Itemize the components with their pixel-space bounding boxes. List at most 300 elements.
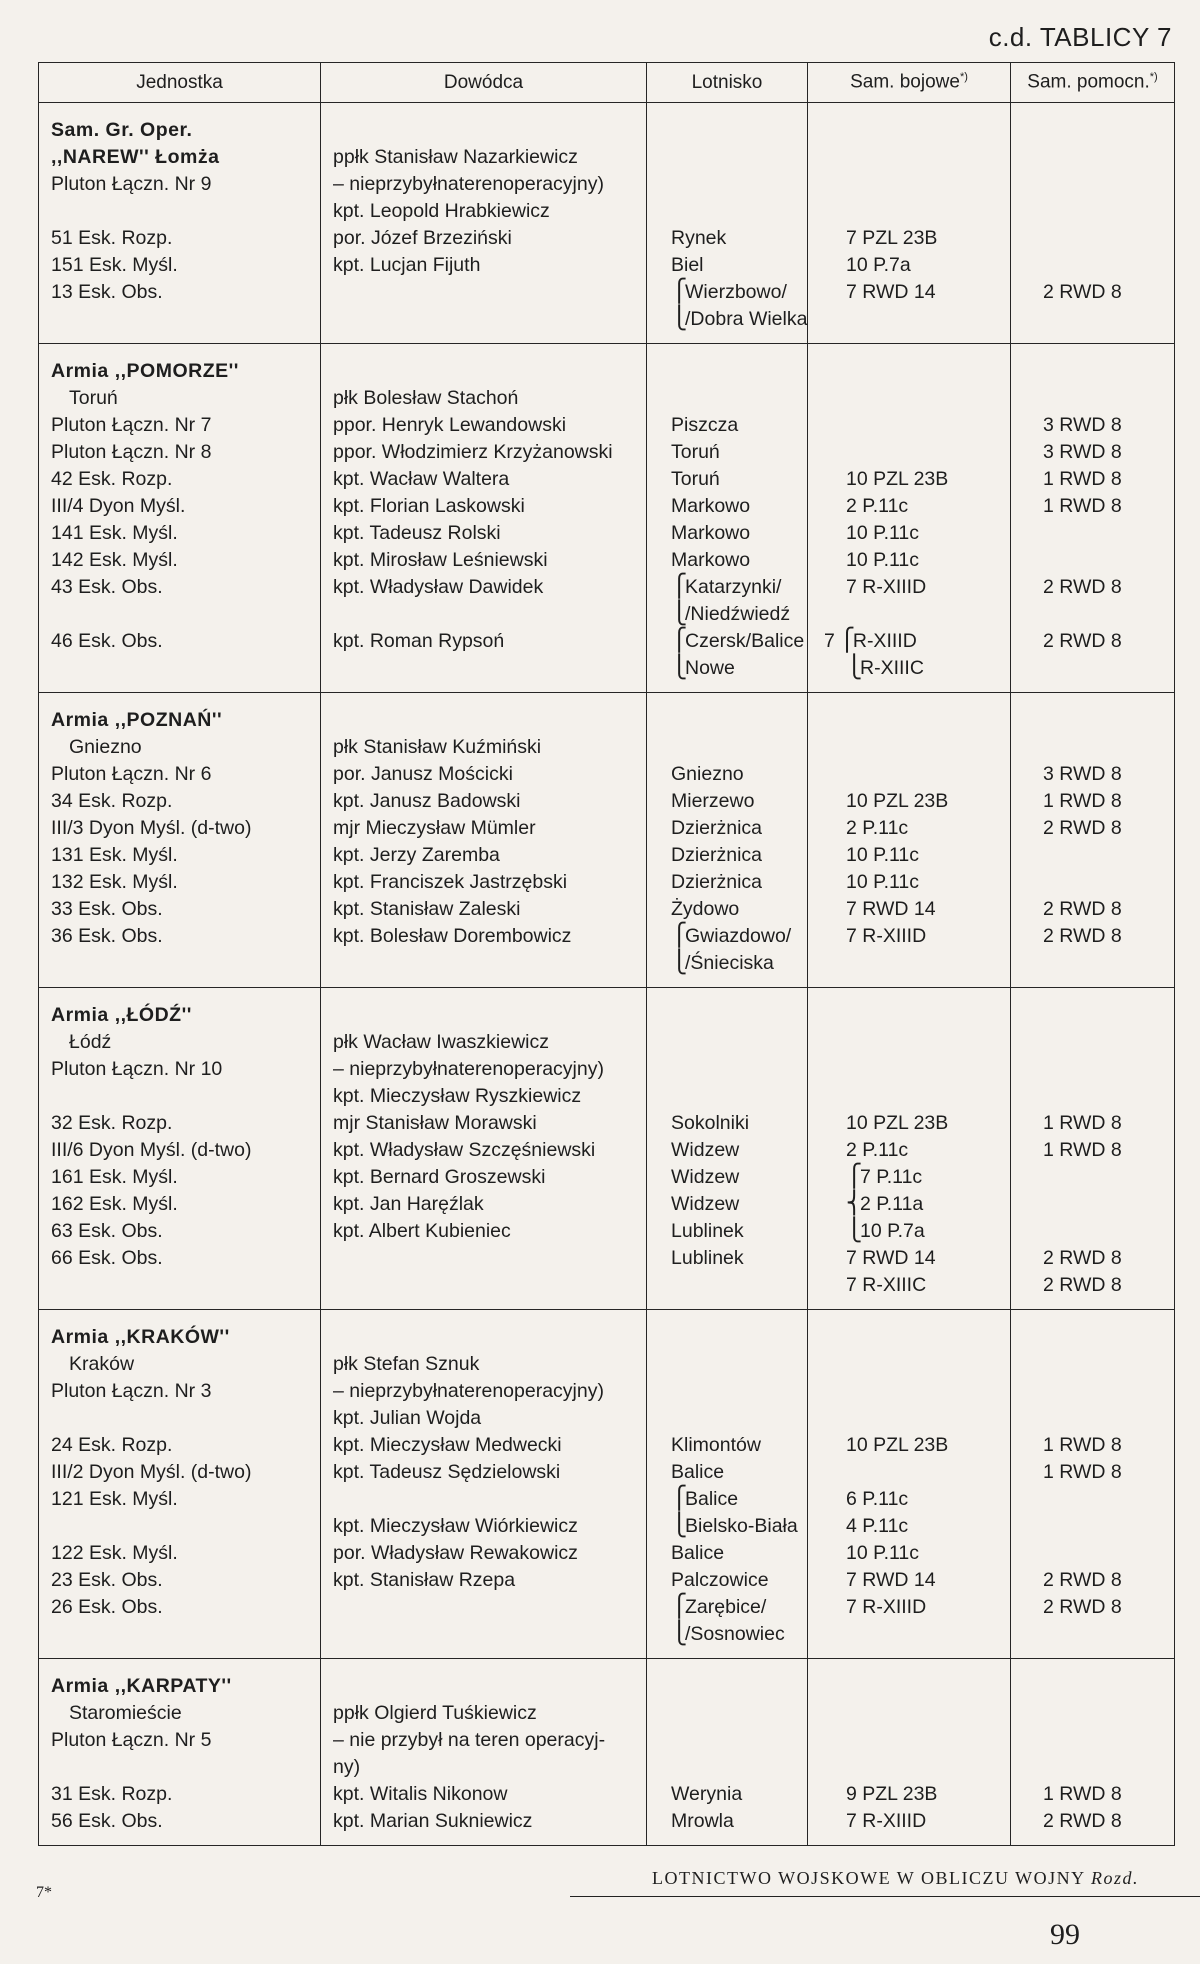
support-line: [1043, 1056, 1168, 1083]
airfield-cell: [647, 344, 808, 693]
airfield-line: [671, 1218, 801, 1245]
airfield-cell: [647, 693, 808, 988]
unit-line: [51, 493, 314, 520]
unit-line: [51, 1272, 314, 1299]
combat-text: 7 R-XIIIC: [846, 1274, 927, 1296]
commander-line: [333, 896, 640, 923]
unit-line: [51, 1700, 314, 1727]
footer-rule: [570, 1896, 1200, 1897]
airfield-text: Nowe: [685, 657, 735, 679]
commander-line: [333, 225, 640, 252]
support-line: [1043, 788, 1168, 815]
support-line: [1043, 574, 1168, 601]
commander-text: por. Józef Brzeziński: [333, 227, 512, 249]
airfield-text: Dzierżnica: [671, 844, 763, 866]
airfield-line: [671, 385, 801, 412]
airfield-cell: [647, 103, 808, 344]
support-line: [1043, 1432, 1168, 1459]
airfield-text: Biel: [671, 254, 704, 276]
airfield-line: [671, 1567, 801, 1594]
unit-line: [51, 574, 314, 601]
support-text: 1 RWD 8: [1043, 1783, 1122, 1805]
airfield-line: [671, 1029, 801, 1056]
support-line: [1043, 1621, 1168, 1648]
commander-line: [333, 385, 640, 412]
commander-text: kpt. Marian Sukniewicz: [333, 1810, 533, 1832]
table-row: [39, 988, 1175, 1310]
combat-text: 4 P.11c: [846, 1515, 909, 1537]
combat-line: [846, 1673, 1004, 1700]
signature-mark: 7*: [36, 1884, 52, 1901]
unit-cell: [39, 1310, 321, 1659]
table-row: [39, 1310, 1175, 1659]
commander-line: [333, 117, 640, 144]
airfield-text: Balice: [685, 1488, 739, 1510]
support-text: 2 RWD 8: [1043, 281, 1122, 303]
airfield-line: [671, 412, 801, 439]
airfield-text: Mrowla: [671, 1810, 734, 1832]
support-line: [1043, 439, 1168, 466]
airfield-line: [671, 1700, 801, 1727]
airfield-line: [671, 1083, 801, 1110]
support-line: [1043, 1272, 1168, 1299]
support-aircraft-cell: [1011, 988, 1175, 1310]
airfield-text: Balice: [671, 1542, 725, 1564]
commander-line: [333, 1056, 640, 1083]
unit-text: Pluton Łączn. Nr 6: [51, 763, 212, 785]
commander-text: kpt. Stanisław Rzepa: [333, 1569, 516, 1591]
support-line: [1043, 896, 1168, 923]
unit-line: [51, 1324, 314, 1351]
footnote-marker: *): [959, 71, 968, 84]
commander-line: [333, 761, 640, 788]
commander-text: kpt. Tadeusz Rolski: [333, 522, 501, 544]
support-line: [1043, 306, 1168, 333]
commander-line: [333, 655, 640, 682]
airfield-line: [671, 601, 801, 628]
commander-line: [333, 842, 640, 869]
airfield-line: [671, 466, 801, 493]
support-line: [1043, 1002, 1168, 1029]
commander-line: [333, 734, 640, 761]
unit-line: [51, 1056, 314, 1083]
commander-line: [333, 1405, 640, 1432]
unit-line: [51, 252, 314, 279]
unit-text: 34 Esk. Rozp.: [51, 790, 173, 812]
commander-line: [333, 1029, 640, 1056]
brace-glyph: ⎧: [846, 1163, 863, 1188]
combat-line: [846, 574, 1004, 601]
support-line: [1043, 252, 1168, 279]
commander-text: kpt. Władysław Szczęśniewski: [333, 1139, 596, 1161]
airfield-line: [671, 1137, 801, 1164]
combat-line: [846, 761, 1004, 788]
support-line: [1043, 144, 1168, 171]
combat-text: 10 P.11c: [846, 522, 920, 544]
combat-text: 10 P.11c: [846, 844, 920, 866]
airfield-line: [671, 788, 801, 815]
commander-text: kpt. Albert Kubieniec: [333, 1220, 511, 1242]
combat-line: [846, 547, 1004, 574]
unit-line: [51, 1808, 314, 1835]
combat-line: [846, 1191, 1004, 1218]
combat-line: [846, 815, 1004, 842]
unit-text: Gniezno: [69, 736, 142, 758]
commander-text: kpt. Bernard Groszewski: [333, 1166, 546, 1188]
unit-text: 26 Esk. Obs.: [51, 1596, 163, 1618]
combat-text: 2 P.11c: [846, 817, 909, 839]
commander-line: [333, 466, 640, 493]
support-line: [1043, 385, 1168, 412]
brace-glyph: ⎩: [671, 305, 688, 330]
unit-line: [51, 842, 314, 869]
commander-line: [333, 815, 640, 842]
combat-line: [846, 788, 1004, 815]
airfield-line: [671, 1002, 801, 1029]
commander-line: [333, 1673, 640, 1700]
brace-glyph: ⎩: [671, 1620, 688, 1645]
unit-cell: [39, 693, 321, 988]
combat-text: 10 P.11c: [846, 549, 920, 571]
brace-glyph: ⎧: [671, 1485, 688, 1510]
support-text: 2 RWD 8: [1043, 925, 1122, 947]
commander-line: [333, 788, 640, 815]
combat-text: R-XIIID: [852, 630, 917, 652]
unit-line: [51, 734, 314, 761]
airfield-text: Gniezno: [671, 763, 744, 785]
combat-line: [846, 1002, 1004, 1029]
airfield-line: [671, 1673, 801, 1700]
support-text: 1 RWD 8: [1043, 468, 1122, 490]
commander-line: [333, 1191, 640, 1218]
brace-glyph: ⎧: [838, 627, 856, 652]
combat-line: [846, 1029, 1004, 1056]
commander-line: [333, 601, 640, 628]
support-line: [1043, 869, 1168, 896]
commander-text: ny): [333, 1756, 361, 1778]
brace-glyph: ⎧: [671, 573, 688, 598]
unit-line: [51, 520, 314, 547]
commander-text: por. Janusz Mościcki: [333, 763, 513, 785]
support-aircraft-cell: [1011, 1310, 1175, 1659]
support-line: [1043, 279, 1168, 306]
airfield-line: [671, 761, 801, 788]
combat-line: [846, 1513, 1004, 1540]
unit-text: 31 Esk. Rozp.: [51, 1783, 173, 1805]
support-aircraft-cell: [1011, 1659, 1175, 1846]
commander-text: kpt. Florian Laskowski: [333, 495, 525, 517]
unit-line: [51, 412, 314, 439]
unit-cell: [39, 988, 321, 1310]
commander-line: [333, 1808, 640, 1835]
airfield-line: [671, 1191, 801, 1218]
airfield-text: Lublinek: [671, 1247, 744, 1269]
brace-glyph: ⎩: [671, 1512, 688, 1537]
unit-line: [51, 788, 314, 815]
commander-text: kpt. Leopold Hrabkiewicz: [333, 200, 550, 222]
airfield-line: [671, 1594, 801, 1621]
unit-line: [51, 1245, 314, 1272]
airfield-line: [671, 734, 801, 761]
unit-text: Pluton Łączn. Nr 3: [51, 1380, 212, 1402]
combat-line: [846, 655, 1004, 682]
combat-line: [846, 1245, 1004, 1272]
airfield-line: [671, 305, 808, 333]
support-text: 1 RWD 8: [1043, 1112, 1122, 1134]
combat-line: [846, 1056, 1004, 1083]
commander-text: kpt. Mieczysław Medwecki: [333, 1434, 562, 1456]
commander-text: – nieprzybyłnaterenoperacyjny): [333, 1058, 604, 1080]
unit-text: Sam. Gr. Oper.: [51, 119, 193, 141]
commander-text: por. Władysław Rewakowicz: [333, 1542, 578, 1564]
combat-line: [846, 1486, 1004, 1513]
airfield-text: Czersk/Balice: [685, 630, 805, 652]
airfield-text: Sokolniki: [671, 1112, 750, 1134]
combat-line: [846, 385, 1004, 412]
airfield-text: Widzew: [671, 1193, 740, 1215]
unit-line: [51, 1351, 314, 1378]
aviation-units-table: [38, 62, 1175, 1846]
commander-cell: [321, 1659, 647, 1846]
combat-line: [846, 1754, 1004, 1781]
unit-text: 43 Esk. Obs.: [51, 576, 163, 598]
commander-line: [333, 869, 640, 896]
unit-line: [51, 1218, 314, 1245]
commander-text: kpt. Mieczysław Wiórkiewicz: [333, 1515, 578, 1537]
unit-text: 23 Esk. Obs.: [51, 1569, 163, 1591]
combat-line: [846, 1621, 1004, 1648]
unit-text: Armia ,,KARPATY'': [51, 1675, 232, 1697]
support-text: 3 RWD 8: [1043, 414, 1122, 436]
combat-text: 10 P.7a: [846, 254, 911, 276]
brace-glyph: ⎩: [671, 949, 688, 974]
commander-cell: [321, 1310, 647, 1659]
combat-count-prefix: 7: [824, 630, 835, 652]
support-line: [1043, 655, 1168, 682]
airfield-text: Markowo: [671, 522, 751, 544]
airfield-text: Markowo: [671, 549, 751, 571]
support-text: 3 RWD 8: [1043, 763, 1122, 785]
commander-line: [333, 1083, 640, 1110]
commander-line: [333, 1164, 640, 1191]
unit-text: III/2 Dyon Myśl. (d-two): [51, 1461, 252, 1483]
commander-line: [333, 1218, 640, 1245]
support-line: [1043, 225, 1168, 252]
unit-text: Pluton Łączn. Nr 10: [51, 1058, 223, 1080]
support-text: 2 RWD 8: [1043, 898, 1122, 920]
unit-line: [51, 1083, 314, 1110]
combat-text: 2 P.11a: [860, 1193, 924, 1215]
unit-line: [51, 1621, 314, 1648]
unit-line: [51, 225, 314, 252]
unit-line: [51, 761, 314, 788]
support-line: [1043, 1808, 1168, 1835]
combat-text: 10 P.11c: [846, 1542, 920, 1564]
combat-line: [846, 1272, 1004, 1299]
table-continuation-title: c.d. TABLICY 7: [988, 22, 1172, 52]
combat-text: 2 P.11c: [846, 1139, 909, 1161]
unit-text: 13 Esk. Obs.: [51, 281, 163, 303]
unit-text: 161 Esk. Myśl.: [51, 1166, 178, 1188]
commander-line: [333, 520, 640, 547]
combat-line: [846, 144, 1004, 171]
combat-line: [846, 842, 1004, 869]
support-text: 2 RWD 8: [1043, 1247, 1122, 1269]
support-text: 1 RWD 8: [1043, 1139, 1122, 1161]
unit-text: III/3 Dyon Myśl. (d-two): [51, 817, 252, 839]
airfield-line: [671, 1808, 801, 1835]
commander-text: – nie przybył na teren operacyj-: [333, 1729, 606, 1751]
airfield-line: [671, 1459, 801, 1486]
unit-text: Łódź: [69, 1031, 112, 1053]
airfield-text: Werynia: [671, 1783, 743, 1805]
unit-line: [51, 1594, 314, 1621]
commander-line: [333, 171, 640, 198]
combat-text: 7 PZL 23B: [846, 227, 938, 249]
commander-line: [333, 707, 640, 734]
support-line: [1043, 493, 1168, 520]
combat-line: [846, 252, 1004, 279]
airfield-line: [671, 1324, 801, 1351]
airfield-line: [671, 1754, 801, 1781]
support-text: 1 RWD 8: [1043, 790, 1122, 812]
brace-glyph: ⎨: [846, 1190, 863, 1215]
combat-line: [846, 439, 1004, 466]
support-line: [1043, 1594, 1168, 1621]
support-line: [1043, 1540, 1168, 1567]
airfield-cell: [647, 988, 808, 1310]
commander-cell: [321, 103, 647, 344]
brace-glyph: ⎧: [671, 278, 688, 303]
airfield-text: Gwiazdowo/: [685, 925, 792, 947]
commander-cell: [321, 344, 647, 693]
commander-text: mjr Stanisław Morawski: [333, 1112, 537, 1134]
unit-text: 56 Esk. Obs.: [51, 1810, 163, 1832]
support-text: 2 RWD 8: [1043, 1810, 1122, 1832]
unit-line: [51, 358, 314, 385]
brace-glyph: ⎩: [846, 1217, 863, 1242]
combat-line: [846, 1218, 1004, 1245]
combat-line: [846, 520, 1004, 547]
combat-line: [846, 1405, 1004, 1432]
airfield-text: Klimontów: [671, 1434, 761, 1456]
combat-line: [846, 1432, 1004, 1459]
combat-text: 7 R-XIIID: [846, 925, 927, 947]
unit-text: Armia ,,POZNAŃ'': [51, 709, 223, 731]
column-header-combat-aircraft: Sam. bojowe*): [808, 63, 1011, 103]
support-line: [1043, 601, 1168, 628]
unit-text: 46 Esk. Obs.: [51, 630, 163, 652]
airfield-text: Katarzynki/: [685, 576, 782, 598]
airfield-text: Bielsko-Biała: [685, 1515, 798, 1537]
support-line: [1043, 734, 1168, 761]
airfield-line: [671, 144, 801, 171]
support-aircraft-cell: [1011, 693, 1175, 988]
commander-text: kpt. Jerzy Zaremba: [333, 844, 500, 866]
unit-text: Pluton Łączn. Nr 8: [51, 441, 212, 463]
unit-text: 162 Esk. Myśl.: [51, 1193, 178, 1215]
combat-text: 10 PZL 23B: [846, 1112, 949, 1134]
combat-line: [846, 1164, 1004, 1191]
commander-line: [333, 412, 640, 439]
commander-line: [333, 1378, 640, 1405]
unit-line: [51, 1781, 314, 1808]
commander-line: [333, 493, 640, 520]
unit-text: Toruń: [69, 387, 118, 409]
unit-line: [51, 1164, 314, 1191]
airfield-line: [671, 1486, 801, 1513]
commander-line: [333, 1781, 640, 1808]
unit-text: Staromieście: [69, 1702, 182, 1724]
unit-text: Pluton Łączn. Nr 9: [51, 173, 212, 195]
unit-text: Pluton Łączn. Nr 5: [51, 1729, 212, 1751]
unit-text: 151 Esk. Myśl.: [51, 254, 178, 276]
combat-line: [846, 950, 1004, 977]
combat-line: [846, 869, 1004, 896]
combat-text: 7 R-XIIID: [846, 1596, 927, 1618]
commander-line: [333, 1351, 640, 1378]
unit-line: [51, 1110, 314, 1137]
commander-line: [333, 1727, 640, 1754]
combat-aircraft-cell: [808, 693, 1011, 988]
support-text: 1 RWD 8: [1043, 1461, 1122, 1483]
unit-line: [51, 439, 314, 466]
commander-text: mjr Mieczysław Mümler: [333, 817, 536, 839]
unit-text: 51 Esk. Rozp.: [51, 227, 173, 249]
airfield-line: [671, 842, 801, 869]
table-row: [39, 103, 1175, 344]
commander-text: kpt. Roman Rypsoń: [333, 630, 505, 652]
commander-text: kpt. Mirosław Leśniewski: [333, 549, 548, 571]
unit-line: [51, 1567, 314, 1594]
airfield-cell: [647, 1659, 808, 1846]
brace-glyph: ⎧: [671, 1593, 688, 1618]
combat-line: [846, 1594, 1004, 1621]
combat-line: [846, 1781, 1004, 1808]
unit-text: 132 Esk. Myśl.: [51, 871, 178, 893]
unit-line: [51, 1405, 314, 1432]
commander-line: [333, 628, 640, 655]
airfield-line: [671, 1727, 801, 1754]
support-line: [1043, 547, 1168, 574]
combat-line: [846, 493, 1004, 520]
commander-text: kpt. Jan Haręźlak: [333, 1193, 484, 1215]
combat-line: [846, 1700, 1004, 1727]
support-aircraft-cell: [1011, 103, 1175, 344]
unit-line: [51, 869, 314, 896]
combat-line: [846, 1110, 1004, 1137]
book-title: LOTNICTWO WOJSKOWE W OBLICZU WOJNY: [652, 1868, 1085, 1888]
support-line: [1043, 1513, 1168, 1540]
unit-line: [51, 1002, 314, 1029]
airfield-line: [671, 171, 801, 198]
airfield-line: [671, 493, 801, 520]
unit-cell: [39, 103, 321, 344]
commander-line: [333, 547, 640, 574]
commander-text: kpt. Stanisław Zaleski: [333, 898, 521, 920]
combat-line: [846, 601, 1004, 628]
airfield-line: [671, 1540, 801, 1567]
support-line: [1043, 466, 1168, 493]
commander-text: – nieprzybyłnaterenoperacyjny): [333, 1380, 604, 1402]
support-line: [1043, 1218, 1168, 1245]
support-line: [1043, 1405, 1168, 1432]
combat-aircraft-cell: [808, 988, 1011, 1310]
commander-line: [333, 1594, 640, 1621]
combat-text: R-XIIIC: [860, 657, 924, 679]
unit-text: Pluton Łączn. Nr 7: [51, 414, 212, 436]
combat-text: 10 P.7a: [860, 1220, 925, 1242]
